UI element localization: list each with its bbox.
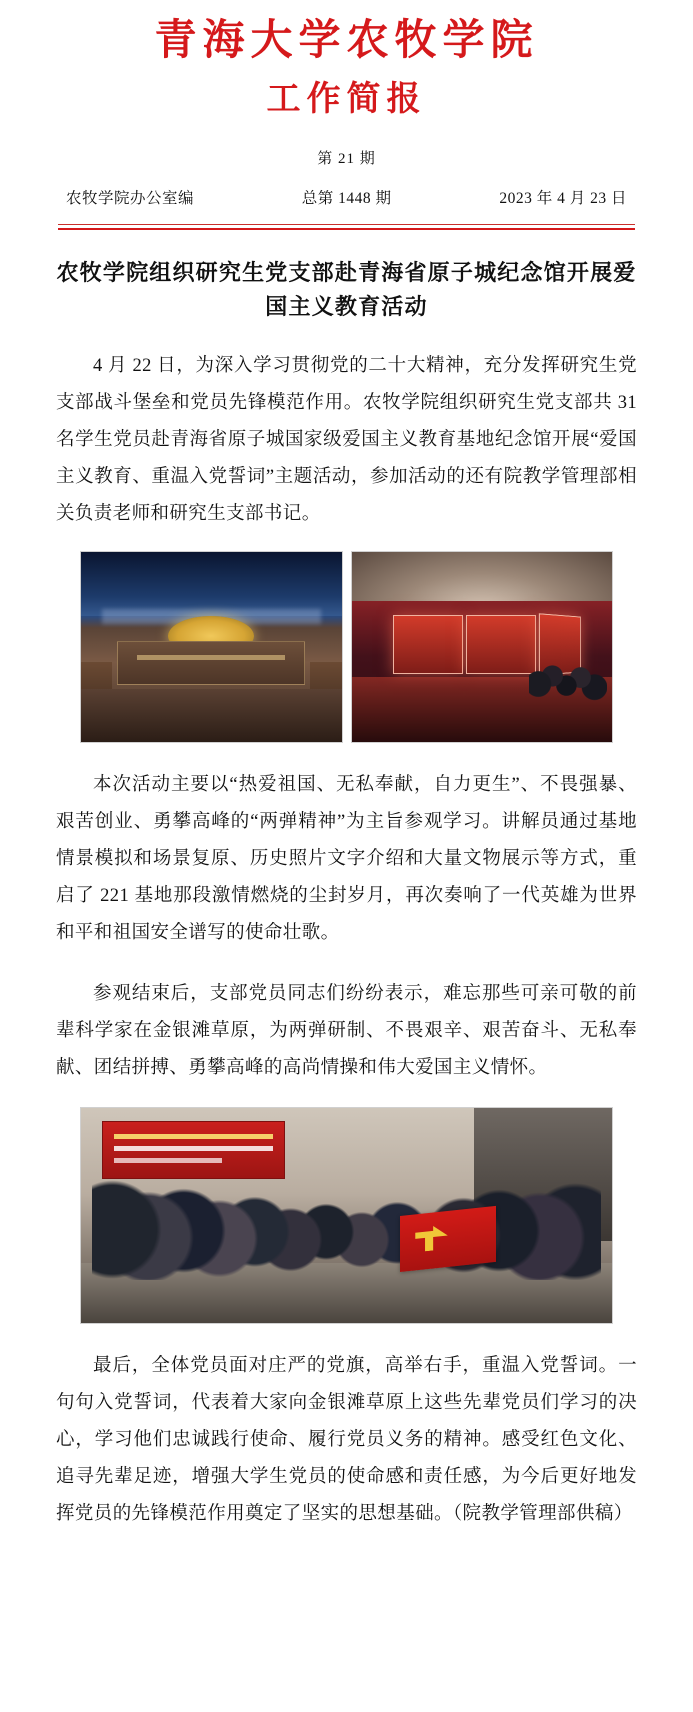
divider-thin-line [58, 224, 635, 225]
photo3-banner-line-2 [114, 1146, 273, 1151]
issue-number: 第 21 期 [317, 150, 376, 167]
photo2-visitors [529, 628, 607, 708]
photo3-banner-line-1 [114, 1134, 273, 1139]
photo3-banner-line-3 [114, 1158, 222, 1163]
issue-total-number: 总第 1448 期 [301, 189, 392, 207]
photo1-inscription-plaque [117, 641, 305, 685]
photo-row-top [56, 551, 637, 743]
article-paragraph-4-wrap [56, 1348, 637, 1533]
masthead-title-line1: 青海大学农牧学院 [154, 15, 539, 64]
photo-screening-room [351, 551, 614, 743]
photo-oath-ceremony [80, 1107, 613, 1324]
article-paragraph-3: 参观结束后，支部党员同志们纷纷表示，难忘那些可亲可敬的前辈科学家在金银滩草原，为两弹研制、不畏艰辛、艰苦奋斗、无私奉献、团结拼搏、勇攀高峰的高尚情操和伟大爱国主义情怀。 [56, 983, 637, 1078]
photo2-screen-left [393, 615, 463, 674]
divider-thick-line [58, 228, 635, 230]
article-paragraph-3-wrap [56, 976, 637, 1087]
page-bottom-space [56, 1533, 637, 1573]
article-headline: 农牧学院组织研究生党支部赴青海省原子城纪念馆开展爱国主义教育活动 [56, 259, 637, 320]
issue-editor: 农牧学院办公室编 [66, 189, 195, 207]
header-divider [56, 224, 637, 230]
article-paragraph-4: 最后，全体党员面对庄严的党旗，高举右手，重温入党誓词。一句句入党誓词，代表着大家向金银滩草原上这些先辈党员们学习的决心，学习他们忠诚践行使命、履行党员义务的精神。感受红色文化、追寻先辈足迹，增强大学生党员的使命感和责任感，为今后更好地发挥党员的先锋模范作用奠定了坚实的思想基础。（院教学管理部供稿） [56, 1355, 637, 1524]
issue-meta-row [56, 186, 637, 208]
photo-memorial-hall [80, 551, 343, 743]
photo1-ceiling [81, 552, 342, 617]
article-paragraph-1-wrap [56, 348, 637, 533]
photo3-party-members [92, 1168, 602, 1280]
article-paragraph-2: 本次活动主要以“热爱祖国、无私奉献，自力更生”、不畏强暴、艰苦创业、勇攀高峰的“两弹精神”为主旨参观学习。讲解员通过基地情景模拟和场景复原、历史照片文字介绍和大量文物展示等方式，重启了 221 基地那段激情燃烧的尘封岁月，再次奏响了一代英雄为世界和平和祖国安全谱写的使命壮歌。 [56, 774, 637, 943]
article-paragraph-1: 4 月 22 日，为深入学习贯彻党的二十大精神，充分发挥研究生党支部战斗堡垒和党员先锋模范作用。农牧学院组织研究生党支部共 31 名学生党员赴青海省原子城国家级爱国主义教育基地纪念馆开展“爱国主义教育、重温入党誓词”主题活动，参加活动的还有院教学管理部相关负责老师和研究生支部书记。 [56, 355, 637, 524]
photo3-party-flag [400, 1206, 496, 1272]
masthead-title-line2: 工作简报 [266, 78, 427, 119]
masthead [56, 0, 637, 121]
photo2-dome-ceiling [352, 552, 613, 601]
photo2-screen-center [466, 615, 536, 674]
article-paragraph-2-wrap [56, 767, 637, 952]
photo1-floor [81, 689, 342, 742]
issue-date: 2023 年 4 月 23 日 [499, 189, 627, 207]
